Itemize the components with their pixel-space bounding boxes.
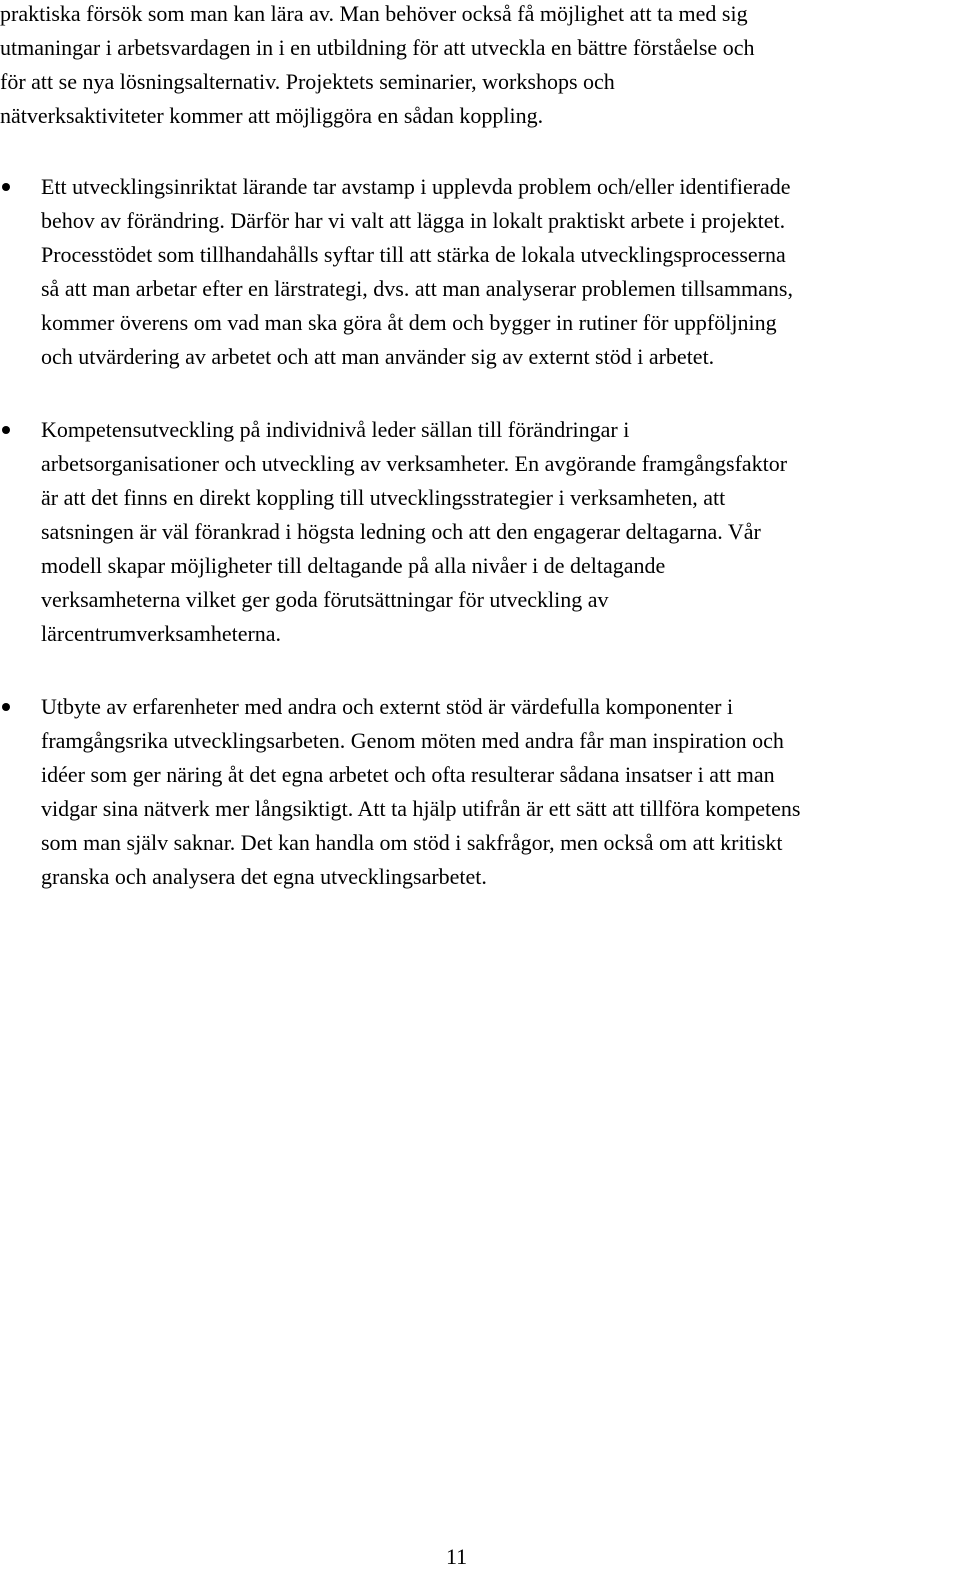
text-line: utmaningar i arbetsvardagen in i en utbildning för att utveckla en bättre förståelse och: [0, 35, 755, 60]
page-number: 11: [446, 1544, 468, 1569]
text-line: Utbyte av erfarenheter med andra och externt stöd är värdefulla komponenter i: [41, 694, 734, 719]
text-line: för att se nya lösningsalternativ. Projektets seminarier, workshops och: [0, 69, 615, 94]
text-line: granska och analysera det egna utvecklingsarbetet.: [41, 864, 487, 889]
text-line: så att man arbetar efter en lärstrategi, dvs. att man analyserar problemen tillsammans,: [41, 276, 793, 301]
text-line: idéer som ger näring åt det egna arbetet och ofta resulterar sådana insatser i att man: [41, 762, 775, 787]
text-line: Processtödet som tillhandahålls syftar till att stärka de lokala utvecklingsprocesserna: [41, 242, 786, 267]
bullet-dot-icon: [2, 183, 10, 191]
bullet-dot-icon: [2, 703, 10, 711]
text-line: och utvärdering av arbetet och att man använder sig av externt stöd i arbetet.: [41, 344, 715, 369]
text-line: Kompetensutveckling på individnivå leder sällan till förändringar i: [41, 417, 630, 442]
text-line: arbetsorganisationer och utveckling av verksamheter. En avgörande framgångsfaktor: [41, 451, 788, 476]
text-line: är att det finns en direkt koppling till utvecklingsstrategier i verksamheten, att: [41, 485, 726, 510]
text-line: Ett utvecklingsinriktat lärande tar avstamp i upplevda problem och/eller identifierade: [41, 174, 791, 199]
text-line: praktiska försök som man kan lära av. Man behöver också få möjlighet att ta med sig: [0, 1, 748, 26]
text-line: verksamheterna vilket ger goda förutsättningar för utveckling av: [41, 587, 609, 612]
text-line: framgångsrika utvecklingsarbeten. Genom möten med andra får man inspiration och: [41, 728, 784, 753]
text-line: behov av förändring. Därför har vi valt att lägga in lokalt praktiskt arbete i projektet.: [41, 208, 786, 233]
text-line: modell skapar möjligheter till deltagande på alla nivåer i de deltagande: [41, 553, 666, 578]
text-line: satsningen är väl förankrad i högsta ledning och att den engagerar deltagarna. Vår: [41, 519, 761, 544]
text-line: kommer överens om vad man ska göra åt dem och bygger in rutiner för uppföljning: [41, 310, 777, 335]
text-line: lärcentrumverksamheterna.: [41, 621, 282, 646]
text-line: som man själv saknar. Det kan handla om stöd i sakfrågor, men också om att kritiskt: [41, 830, 783, 855]
text-line: nätverksaktiviteter kommer att möjliggöra en sådan koppling.: [0, 103, 544, 128]
text-line: vidgar sina nätverk mer långsiktigt. Att ta hjälp utifrån är ett sätt att tillföra kompetens: [41, 796, 801, 821]
bullet-dot-icon: [2, 426, 10, 434]
